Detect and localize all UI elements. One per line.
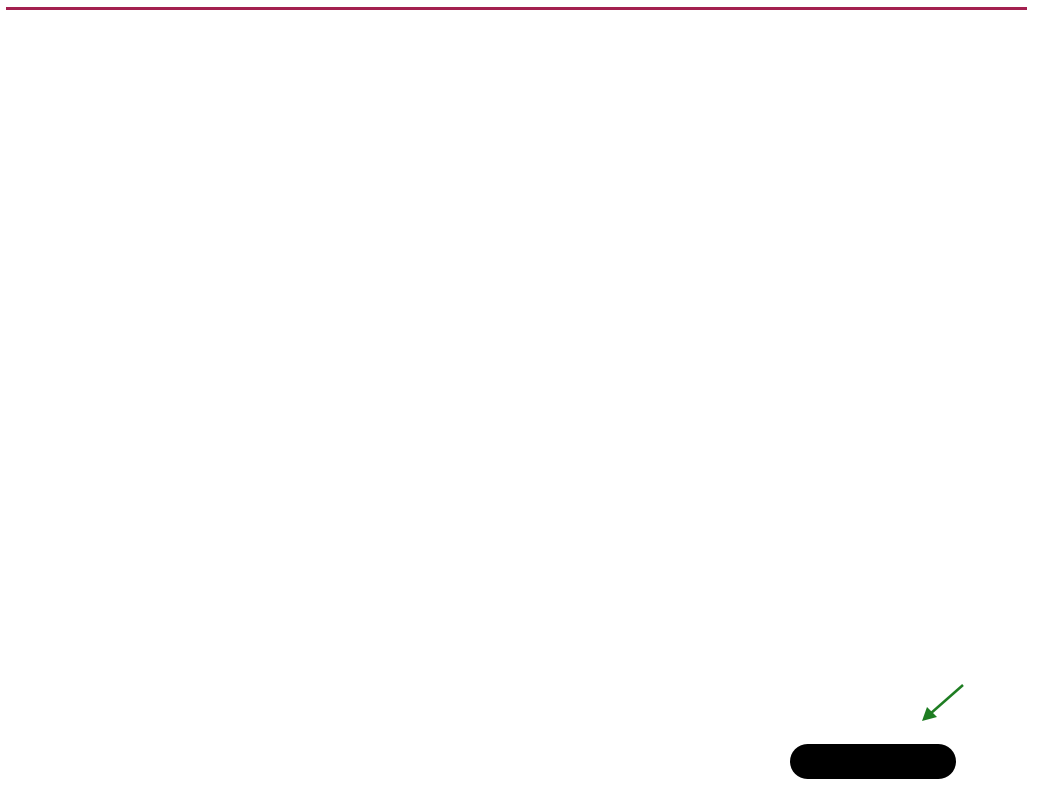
review-list: [0, 46, 1042, 247]
features-answer: [586, 186, 1042, 214]
top-accent-line: [6, 7, 1027, 10]
features-row: [0, 183, 1042, 215]
notify-answer: [586, 218, 1042, 246]
notify-row: [0, 215, 1042, 247]
arrow-down-left-icon: [918, 682, 968, 724]
hours-row: [0, 46, 1042, 183]
confirm-button[interactable]: [790, 744, 956, 779]
